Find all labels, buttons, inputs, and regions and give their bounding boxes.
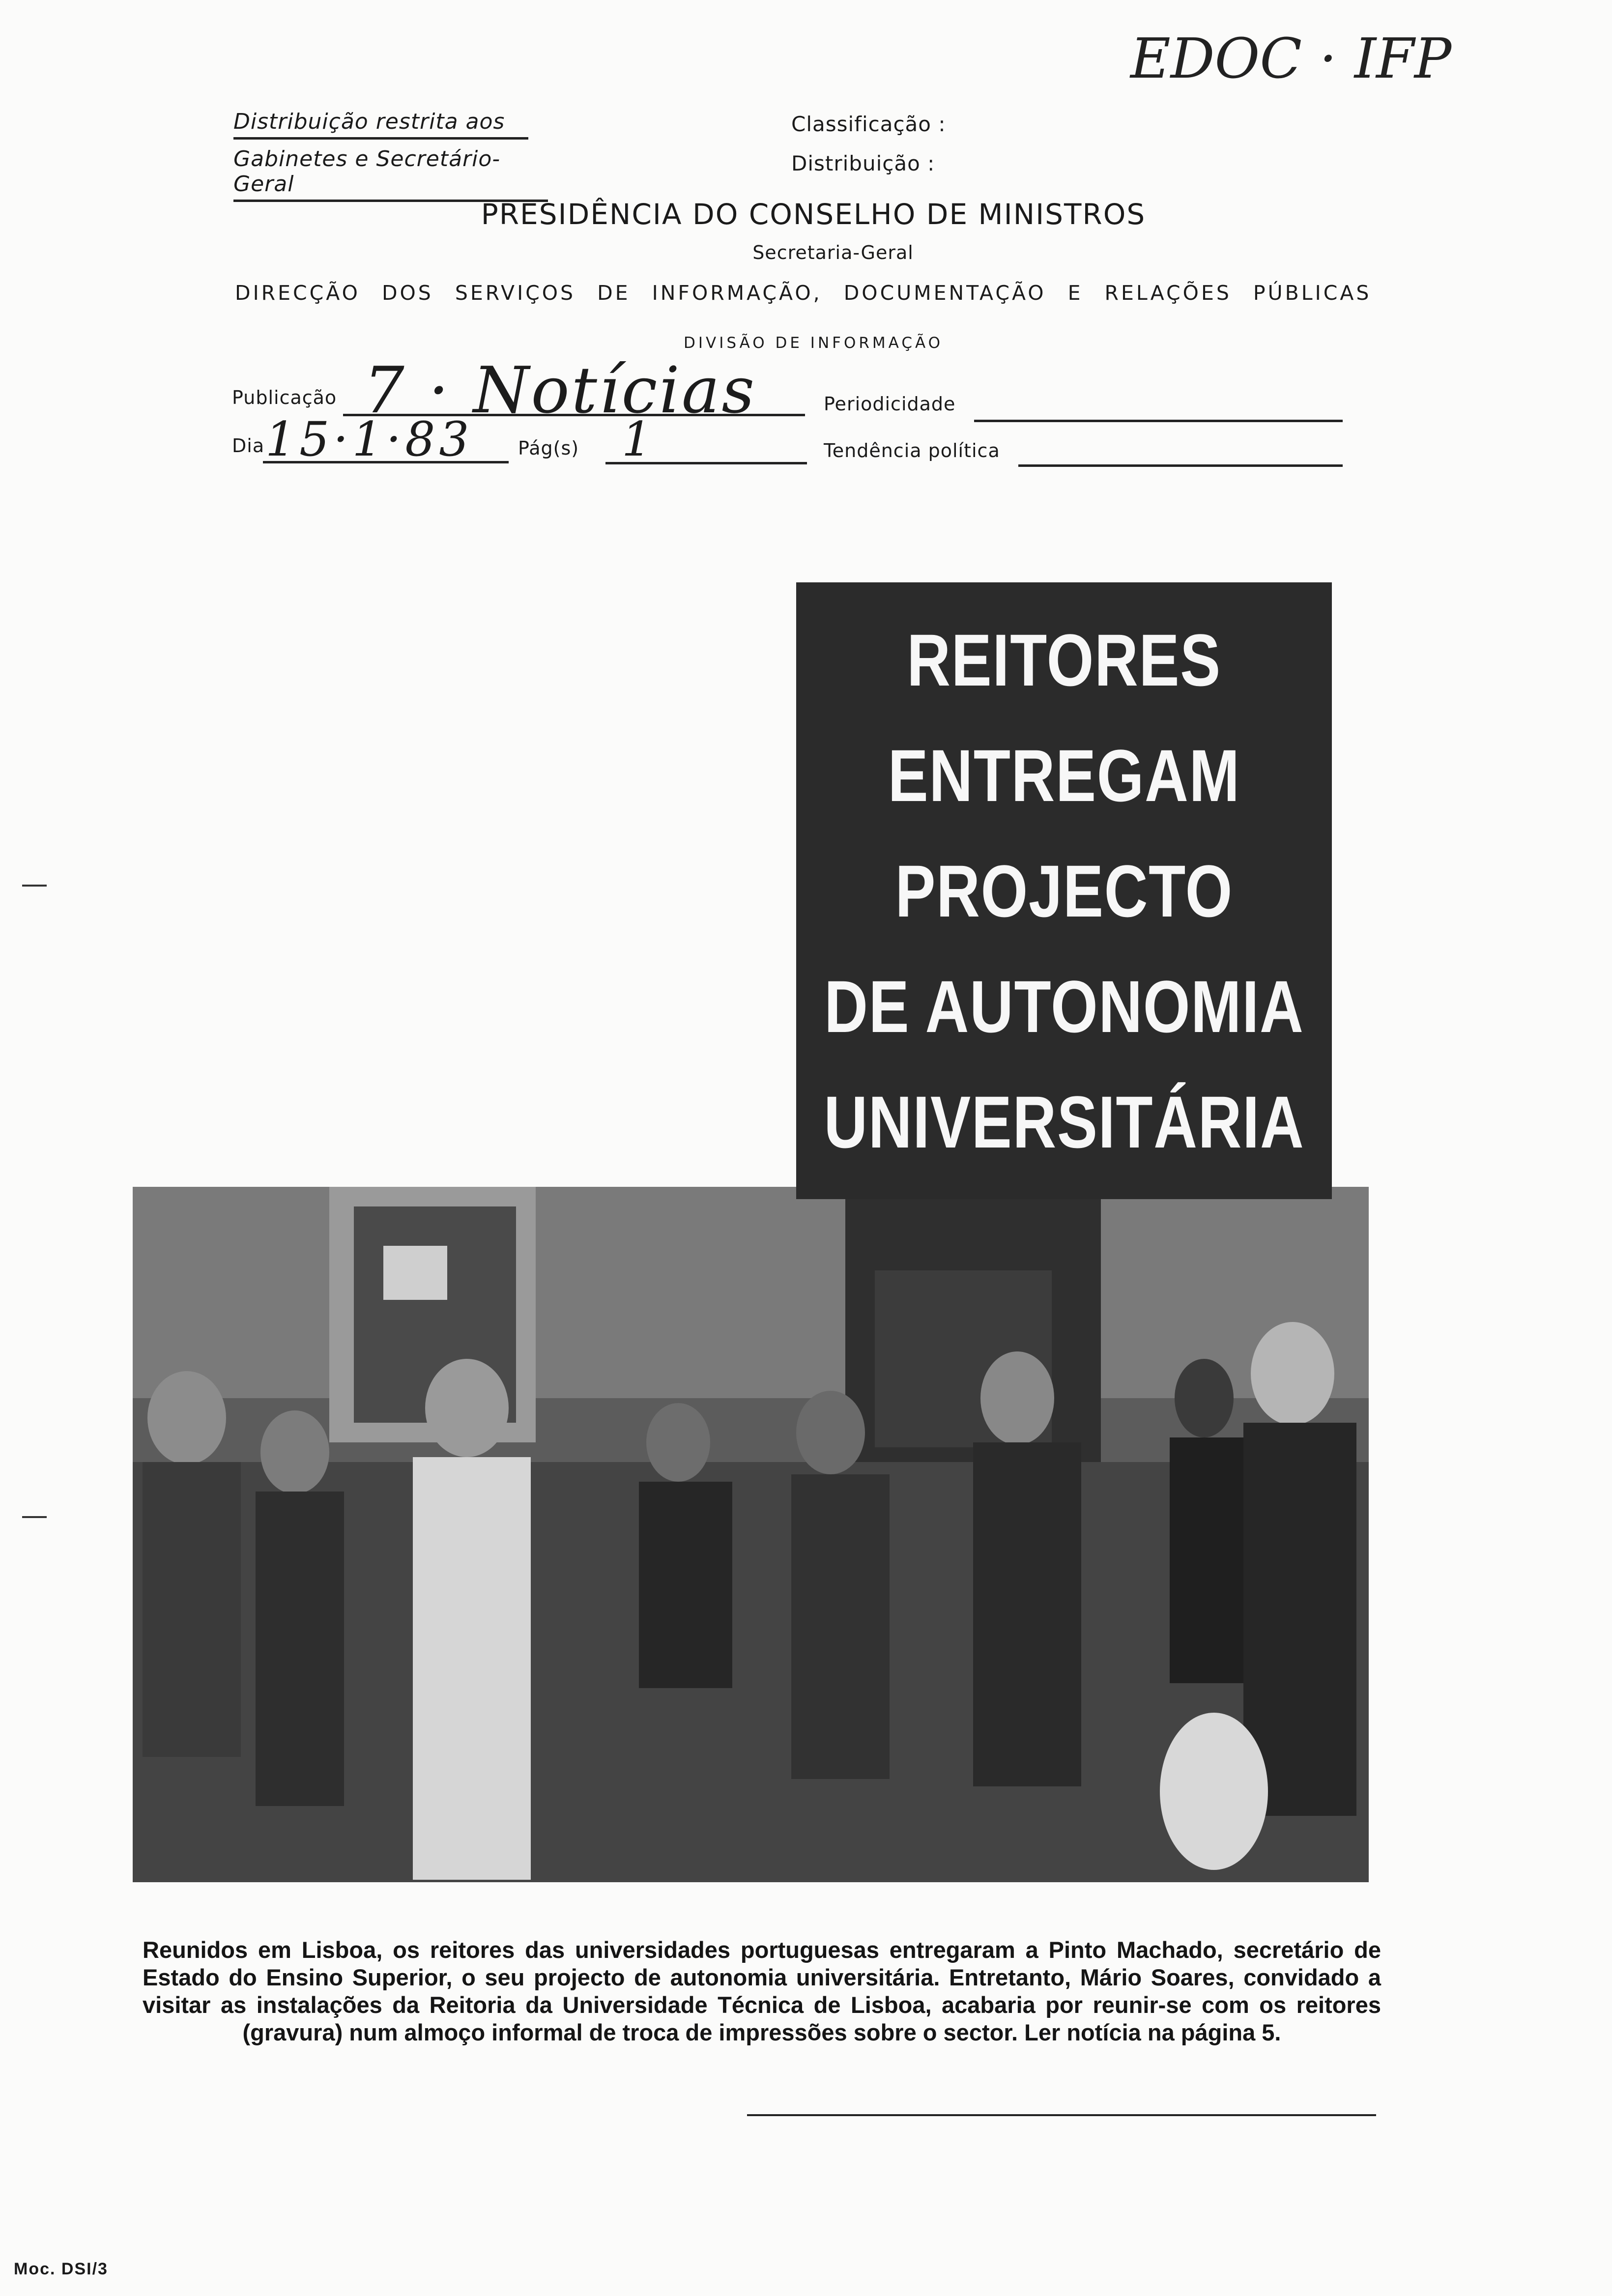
political-tendency-underline (1018, 464, 1343, 467)
political-tendency-label: Tendência política (824, 440, 1000, 461)
photo-caption: Reunidos em Lisboa, os reitores das universidades portuguesas entregaram a Pinto Machado, secretário de Estado do Ensino Superior, o seu projecto de autonomia universitária. Entretanto, Mário Soares, convidado a visitar as instalações da Reitoria da Universidade Técnica de Lisboa, acabaria por reunir-se com os reitores (gravura) num almoço informal de troca de impressões sobre o sector. Ler notícia na página 5. (143, 1937, 1381, 2045)
news-photograph (133, 1187, 1369, 1882)
headline-line-2: ENTREGAM (888, 734, 1240, 817)
handwritten-archive-code: EDOC · IFP (1130, 27, 1452, 91)
headline-box (796, 582, 1332, 1199)
margin-mark (22, 885, 47, 887)
pages-label: Pág(s) (518, 437, 579, 459)
publication-label: Publicação (232, 387, 337, 408)
headline-line-4: DE AUTONOMIA (824, 965, 1304, 1048)
headline-line-1: REITORES (907, 618, 1221, 701)
distribution-label: Distribuição : (791, 151, 935, 175)
day-handwritten-value: 15·1·83 (265, 412, 473, 467)
institution-title: PRESIDÊNCIA DO CONSELHO DE MINISTROS (481, 198, 1146, 231)
publication-handwritten-value: 7 · Notícias (364, 353, 757, 428)
periodicity-label: Periodicidade (824, 393, 956, 415)
periodicity-underline (974, 420, 1343, 422)
caption-bottom-rule (747, 2114, 1376, 2116)
form-code: Moc. DSI/3 (14, 2260, 108, 2278)
distribution-restriction-line-1: Distribuição restrita aos (233, 109, 528, 140)
photo-illustration (133, 1187, 1369, 1882)
directorate-line: DIRECÇÃO DOS SERVIÇOS DE INFORMAÇÃO, DOCUMENTAÇÃO E RELAÇÕES PÚBLICAS (235, 281, 1372, 305)
headline-line-3: PROJECTO (895, 849, 1233, 932)
classification-label: Classificação : (791, 112, 946, 136)
distribution-restriction-line-2: Gabinetes e Secretário-Geral (233, 146, 548, 202)
secretariat-subtitle: Secretaria-Geral (752, 242, 914, 263)
headline-line-5: UNIVERSITÁRIA (823, 1080, 1305, 1163)
division-line: DIVISÃO DE INFORMAÇÃO (683, 334, 944, 352)
day-label: Dia (232, 435, 265, 457)
pages-handwritten-value: 1 (622, 412, 652, 467)
margin-mark (22, 1516, 47, 1518)
